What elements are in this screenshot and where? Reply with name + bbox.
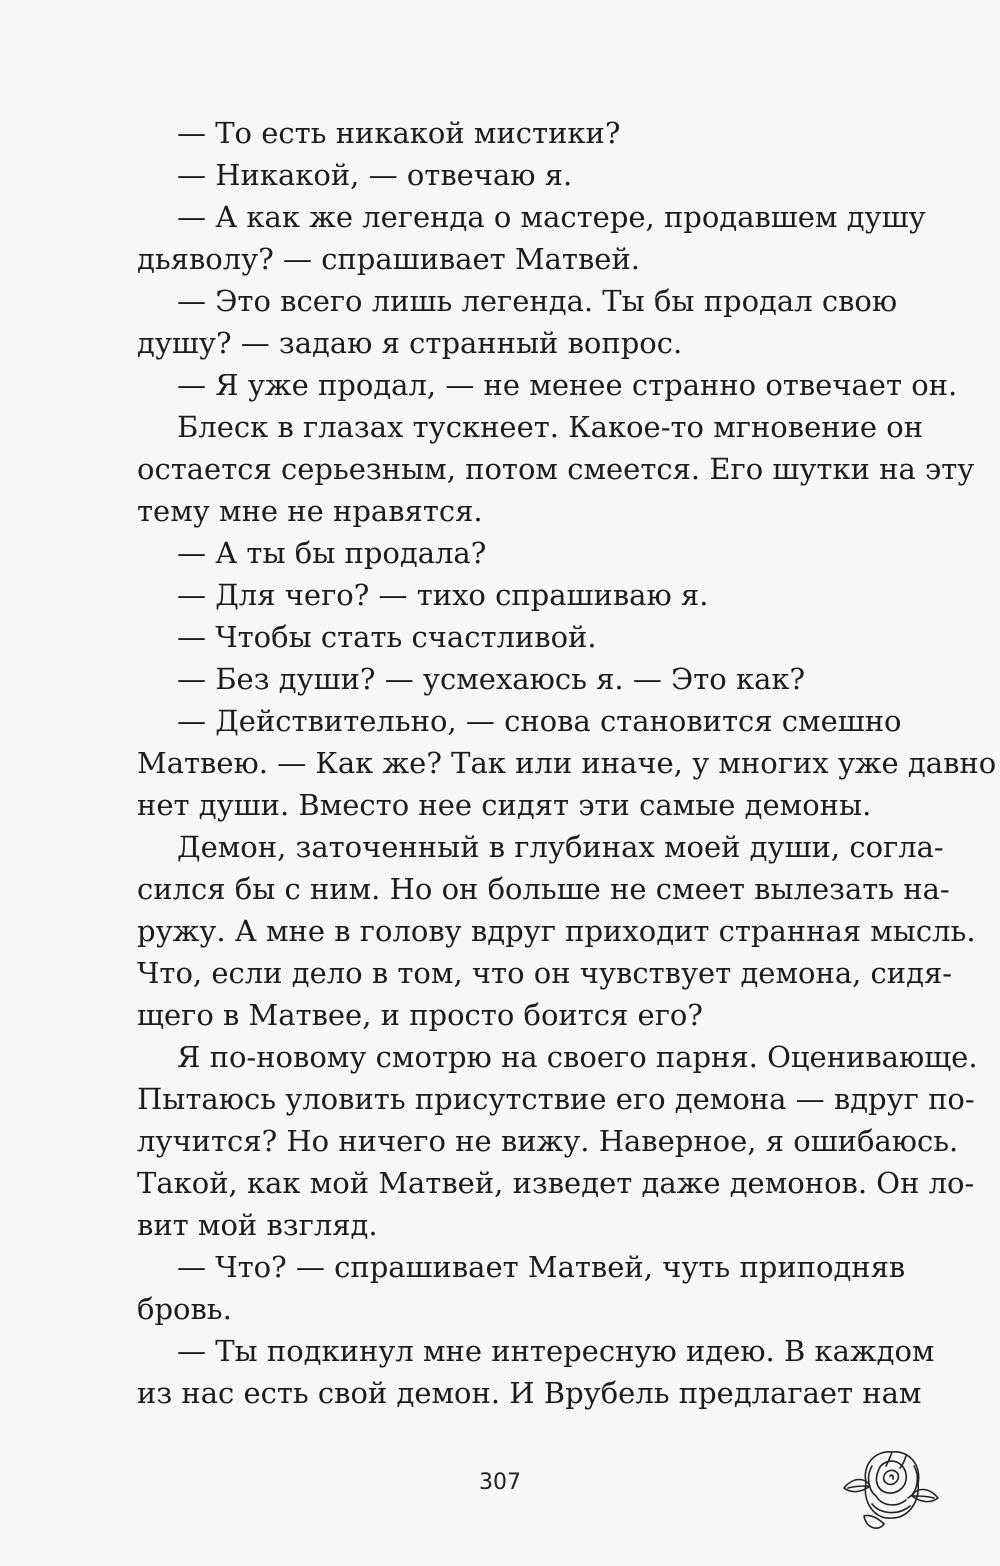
text-line: лучится? Но ничего не вижу. Наверное, я ошибаюсь.	[137, 1124, 959, 1158]
text-line: — Никакой, — отвечаю я.	[177, 158, 573, 192]
text-line: ружу. А мне в голову вдруг приходит странная мысль.	[137, 914, 976, 948]
text-line: Демон, заточенный в глубинах моей души, согла-	[177, 830, 944, 864]
text-line: — Чтобы стать счастливой.	[177, 620, 597, 654]
text-line: бровь.	[137, 1292, 232, 1326]
text-line: щего в Матвее, и просто боится его?	[137, 998, 703, 1032]
text-line: Я по-новому смотрю на своего парня. Оценивающе.	[177, 1040, 978, 1074]
rose-icon	[836, 1436, 946, 1536]
text-line: — А ты бы продала?	[177, 536, 487, 570]
text-line: — Действительно, — снова становится смешно	[177, 704, 902, 738]
text-line: — То есть никакой мистики?	[177, 116, 621, 150]
text-line: Что, если дело в том, что он чувствует демона, сидя-	[137, 956, 953, 990]
text-line: — Это всего лишь легенда. Ты бы продал свою	[177, 284, 898, 318]
text-line: остается серьезным, потом смеется. Его шутки на эту	[137, 452, 975, 486]
text-line: сился бы с ним. Но он больше не смеет вылезать на-	[137, 872, 950, 906]
text-line: Матвею. — Как же? Так или иначе, у многих уже давно	[137, 746, 997, 780]
text-line: — Ты подкинул мне интересную идею. В каждом	[177, 1334, 935, 1368]
text-line: Пытаюсь уловить присутствие его демона — вдруг по-	[137, 1082, 975, 1116]
text-line: — Что? — спрашивает Матвей, чуть приподняв	[177, 1250, 906, 1284]
text-line: нет души. Вместо нее сидят эти самые демоны.	[137, 788, 872, 822]
body-text	[137, 112, 997, 1414]
text-line: — Я уже продал, — не менее странно отвечает он.	[177, 368, 958, 402]
text-line: тему мне не нравятся.	[137, 494, 483, 528]
text-line: дьяволу? — спрашивает Матвей.	[137, 242, 641, 276]
text-line: душу? — задаю я странный вопрос.	[137, 326, 683, 360]
text-line: — Без души? — усмехаюсь я. — Это как?	[177, 662, 806, 696]
text-line: Такой, как мой Матвей, изведет даже демонов. Он ло-	[137, 1166, 975, 1200]
text-line: — А как же легенда о мастере, продавшем душу	[177, 200, 926, 234]
text-line: вит мой взгляд.	[137, 1208, 378, 1242]
text-line: Блеск в глазах тускнеет. Какое-то мгновение он	[177, 410, 924, 444]
page-number: 307	[479, 1470, 521, 1495]
text-line: из нас есть свой демон. И Врубель предлагает нам	[137, 1376, 922, 1410]
text-line: — Для чего? — тихо спрашиваю я.	[177, 578, 709, 612]
